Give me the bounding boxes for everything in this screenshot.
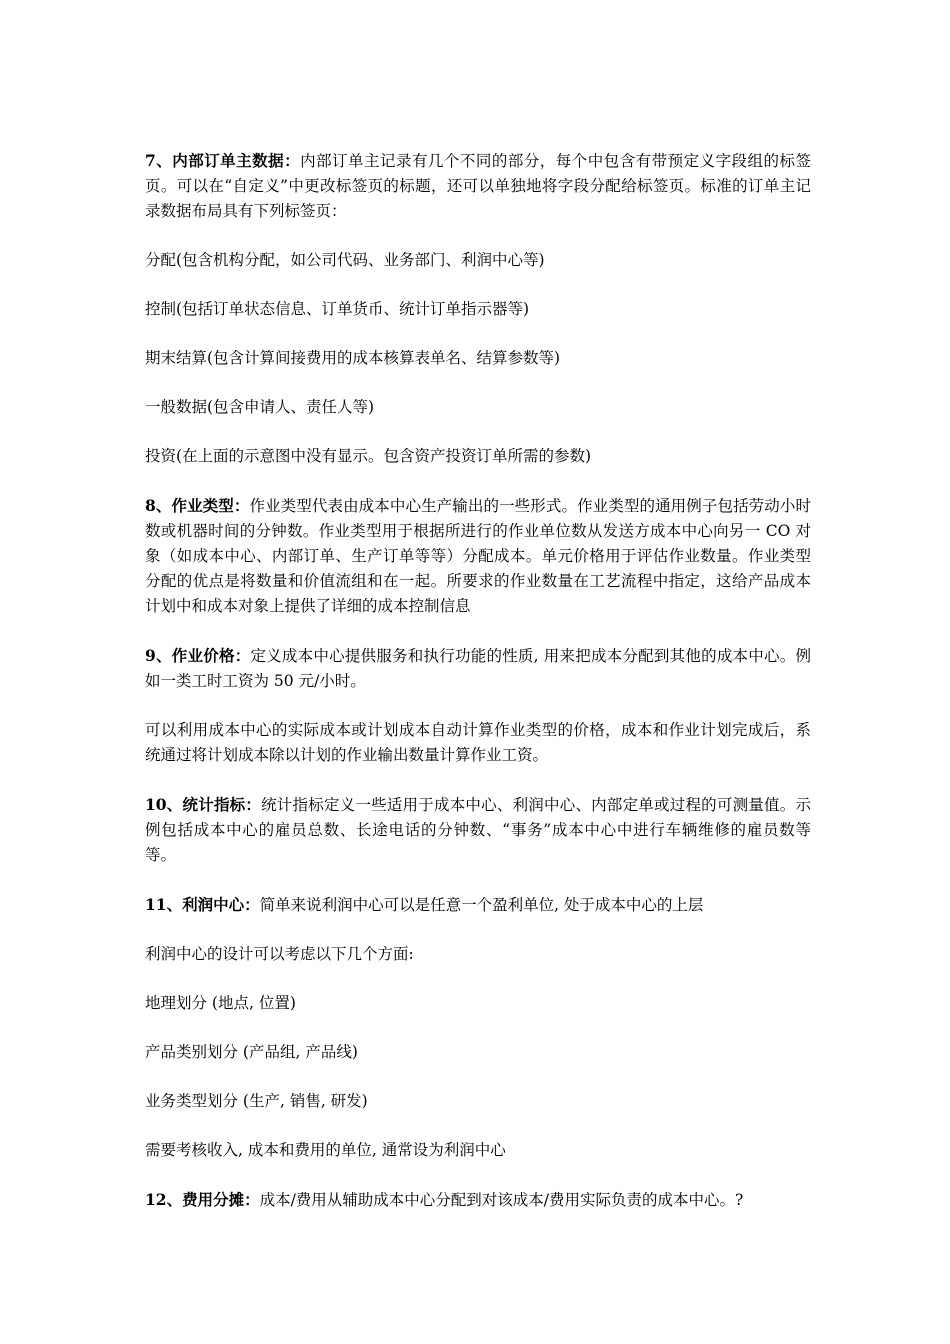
section-12-paragraph — [145, 1187, 811, 1213]
section-9-text: 定义成本中心提供服务和执行功能的性质, 用来把成本分配到其他的成本中心。例如一类工时工资为 50 元/小时。 — [145, 647, 811, 690]
profit-center-item-product: 产品类别划分 (产品组, 产品线) — [145, 1043, 358, 1061]
section-9-note: 可以利用成本中心的实际成本或计划成本自动计算作业类型的价格，成本和作业计划完成后，系统通过将计划成本除以计划的作业输出数量计算作业工资。 — [145, 721, 811, 764]
section-11-heading: 11、利润中心： — [145, 895, 260, 914]
section-11-text: 简单来说利润中心可以是任意一个盈利单位, 处于成本中心的上层 — [259, 896, 704, 914]
section-7-text: 内部订单主记录有几个不同的部分，每个中包含有带预定义字段组的标签页。可以在“自定义”中更改标签页的标题，还可以单独地将字段分配给标签页。标准的订单主记录数据布局具有下列标签页： — [145, 152, 811, 220]
section-8-text: 作业类型代表由成本中心生产输出的一些形式。作业类型的通用例子包括劳动小时数或机器时间的分钟数。作业类型用于根据所进行的作业单位数从发送方成本中心向另一 CO 对象（如成本中心、内部订单、生产订单等等）分配成本。单元价格用于评估作业数量。作业类型分配的优点是将数量和价值流组和在一起。所要求的作业数量在工艺流程中指定，这给产品成本计划中和成本对象上提供了详细的成本控制信息 — [145, 497, 811, 615]
tab-item-period-end-closing: 期末结算(包含计算间接费用的成本核算表单名、结算参数等) — [145, 349, 561, 367]
profit-center-item-business-type: 业务类型划分 (生产, 销售, 研发) — [145, 1092, 368, 1110]
tab-item-assignment: 分配(包含机构分配，如公司代码、业务部门、利润中心等) — [145, 251, 545, 269]
section-12-text: 成本/费用从辅助成本中心分配到对该成本/费用实际负责的成本中心。? — [259, 1191, 744, 1209]
tab-item-investment: 投资(在上面的示意图中没有显示。包含资产投资订单所需的参数) — [145, 447, 592, 465]
section-8-paragraph — [145, 493, 811, 619]
document-page — [145, 148, 811, 1237]
section-10-heading: 10、统计指标： — [145, 795, 262, 814]
section-10-paragraph — [145, 792, 811, 868]
section-12-heading: 12、费用分摊： — [145, 1190, 260, 1209]
section-7-heading: 7、内部订单主数据： — [145, 151, 301, 170]
tab-item-control: 控制(包括订单状态信息、订单货币、统计订单指示器等) — [145, 300, 530, 318]
section-9-heading: 9、作业价格： — [145, 646, 251, 665]
section-11-intro: 利润中心的设计可以考虑以下几个方面: — [145, 945, 414, 963]
section-8-heading: 8、作业类型： — [145, 496, 250, 515]
section-7-paragraph — [145, 148, 811, 224]
section-11-paragraph — [145, 892, 811, 918]
section-10-text: 统计指标定义一些适用于成本中心、利润中心、内部定单或过程的可测量值。示例包括成本中心的雇员总数、长途电话的分钟数、“事务”成本中心中进行车辆维修的雇员数等等。 — [145, 796, 811, 864]
profit-center-item-geography: 地理划分 (地点, 位置) — [145, 994, 296, 1012]
section-9-paragraph — [145, 643, 811, 694]
profit-center-item-assessment: 需要考核收入, 成本和费用的单位, 通常设为利润中心 — [145, 1141, 506, 1159]
tab-item-general-data: 一般数据(包含申请人、责任人等) — [145, 398, 375, 416]
